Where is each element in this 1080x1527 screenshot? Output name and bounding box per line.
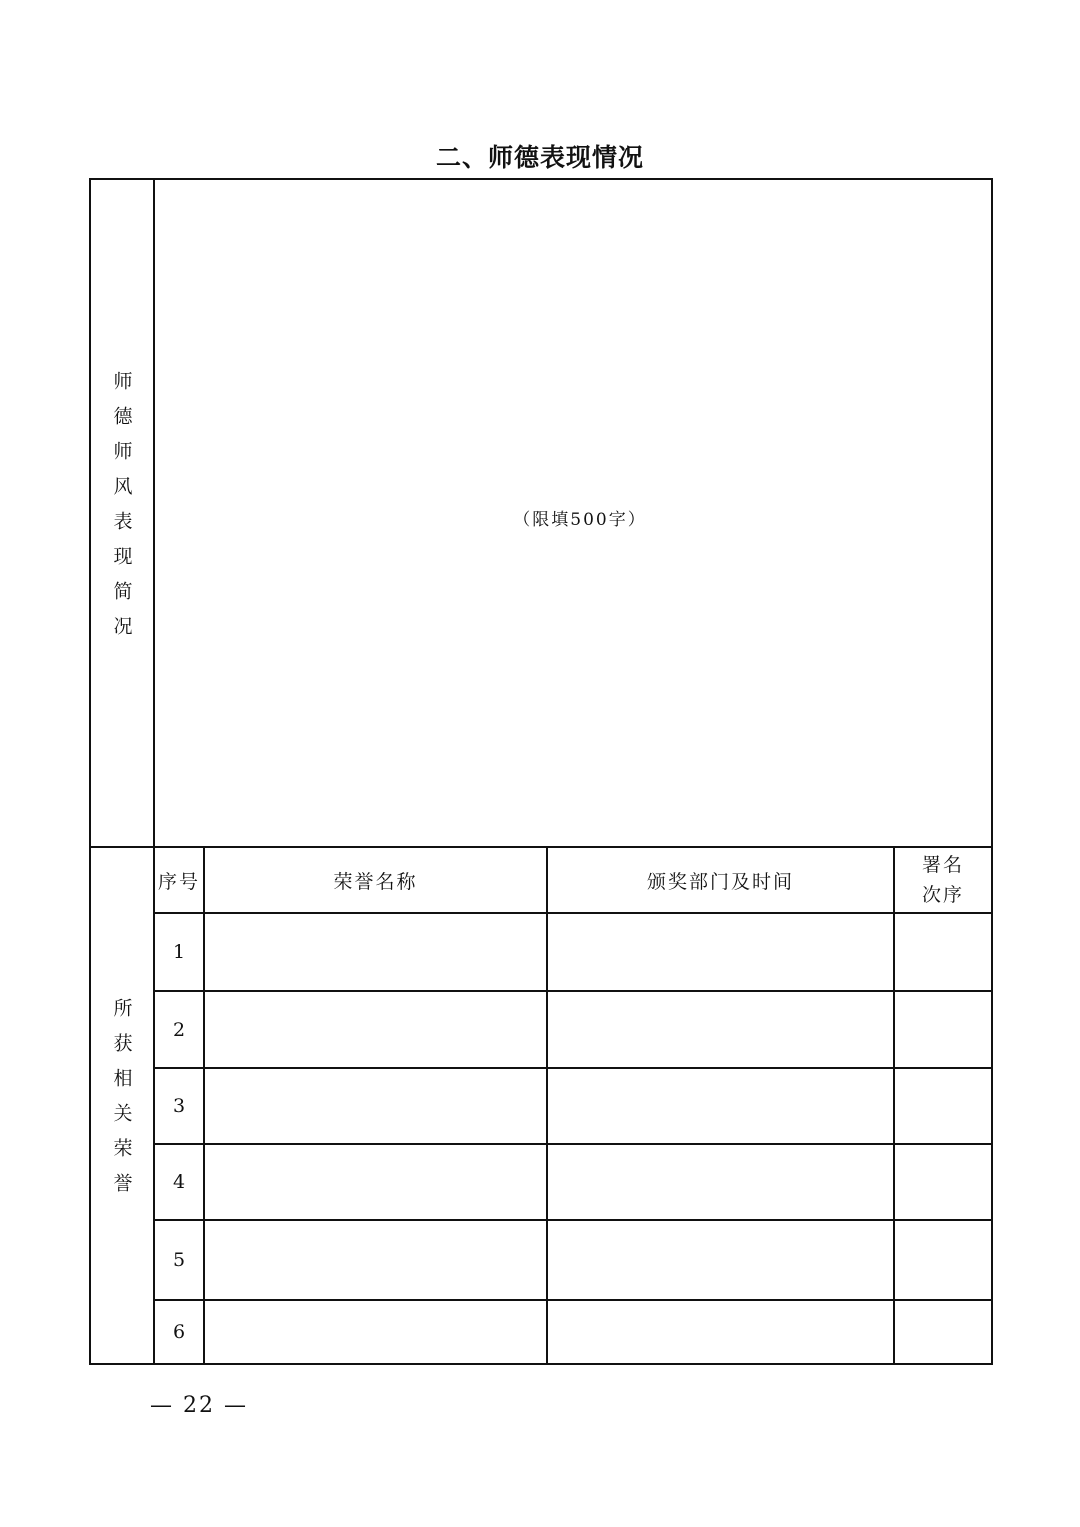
table-row [90, 991, 992, 1068]
table-row [90, 1300, 992, 1364]
row-number: 6 [154, 1300, 204, 1364]
honors-label: 所获相关荣誉 [110, 998, 133, 1208]
word-limit-note: （限填500字） [513, 509, 647, 530]
dept-time-cell[interactable] [547, 991, 894, 1068]
signature-order-cell[interactable] [894, 1220, 992, 1300]
ethics-summary-input-area[interactable] [154, 179, 992, 847]
honor-name-cell[interactable] [204, 1068, 547, 1144]
ethics-form-table [89, 178, 993, 1365]
table-row [90, 913, 992, 991]
row-number: 5 [154, 1220, 204, 1300]
signature-order-cell[interactable] [894, 1300, 992, 1364]
honor-name-cell[interactable] [204, 1144, 547, 1220]
header-signature-order: 署名 次序 [894, 847, 992, 913]
ethics-summary-row [90, 179, 992, 847]
honor-name-cell[interactable] [204, 913, 547, 991]
row-number: 2 [154, 991, 204, 1068]
dept-time-cell[interactable] [547, 1144, 894, 1220]
honor-name-cell[interactable] [204, 991, 547, 1068]
honors-label-cell [90, 847, 154, 1364]
table-row [90, 1220, 992, 1300]
honor-name-cell[interactable] [204, 1300, 547, 1364]
dept-time-cell[interactable] [547, 1068, 894, 1144]
signature-order-cell[interactable] [894, 1068, 992, 1144]
header-dept-time: 颁奖部门及时间 [547, 847, 894, 913]
dept-time-cell[interactable] [547, 1220, 894, 1300]
signature-order-cell[interactable] [894, 913, 992, 991]
row-number: 4 [154, 1144, 204, 1220]
ethics-summary-label: 师德师风表现简况 [110, 370, 133, 651]
page-title: 二、师德表现情况 [435, 143, 644, 172]
row-number: 3 [154, 1068, 204, 1144]
page-number: — 22 — [150, 1393, 248, 1418]
honor-name-cell[interactable] [204, 1220, 547, 1300]
row-number: 1 [154, 913, 204, 991]
table-row [90, 1068, 992, 1144]
header-number: 序号 [154, 847, 204, 913]
header-honor-name: 荣誉名称 [204, 847, 547, 913]
ethics-summary-label-cell [90, 179, 154, 847]
signature-order-cell[interactable] [894, 1144, 992, 1220]
table-row [90, 1144, 992, 1220]
signature-order-cell[interactable] [894, 991, 992, 1068]
dept-time-cell[interactable] [547, 1300, 894, 1364]
dept-time-cell[interactable] [547, 913, 894, 991]
honors-header-row [90, 847, 992, 913]
